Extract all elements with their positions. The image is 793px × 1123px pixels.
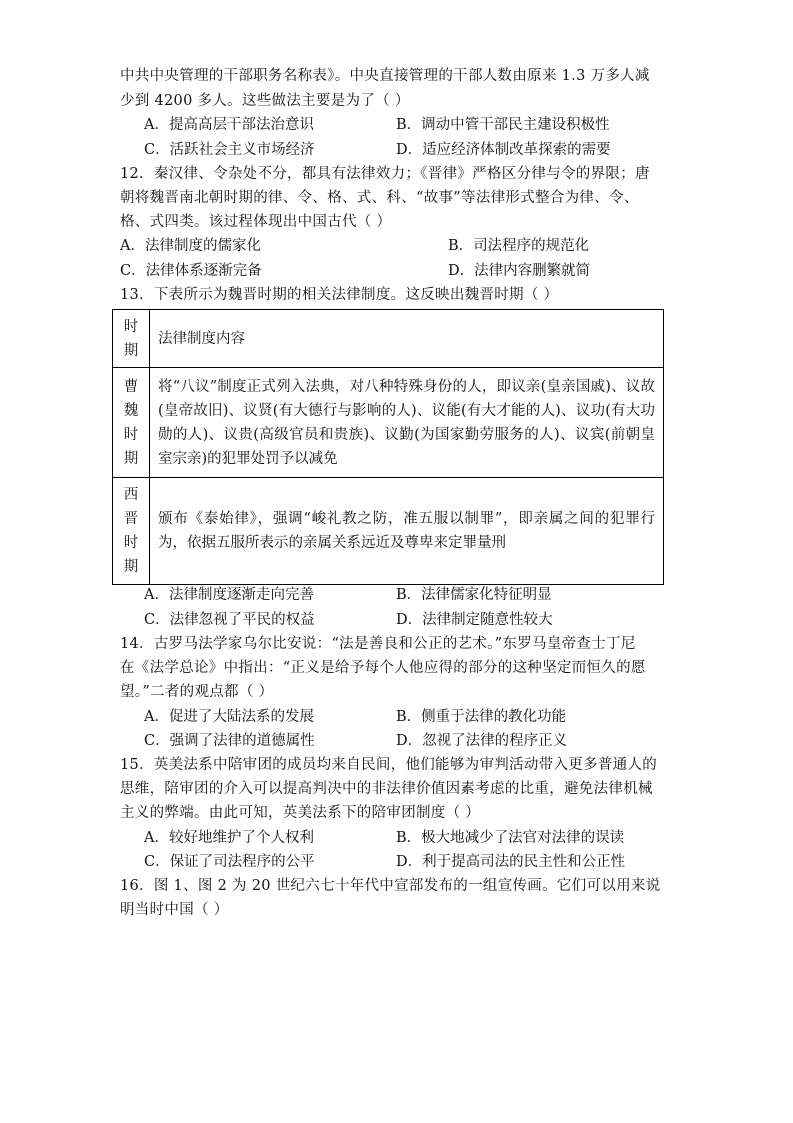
table-row-content: 颁布《泰始律》，强调“峻礼教之防，准五服以制罪”，即亲属之间的犯罪行为，依据五服所表示的亲属关系远近及尊卑来定罪量刑 bbox=[150, 478, 664, 585]
q13-option-d: D．法律制定随意性较大 bbox=[396, 612, 553, 628]
q16-line-1: 16．图 1、图 2 为 20 世纪六七十年代中宣部发布的一组宣传画。它们可以用来说 bbox=[120, 878, 661, 894]
intro-option-d: D．适应经济体制改革探索的需要 bbox=[396, 142, 611, 158]
q13-option-a: A．法律制度逐渐走向完善 bbox=[144, 587, 314, 603]
q13-stem: 13．下表所示为魏晋时期的相关法律制度。这反映出魏晋时期（ ） bbox=[120, 287, 559, 303]
q12-line-1: 12．秦汉律、令杂处不分，都具有法律效力；《晋律》严格区分律与令的界限；唐 bbox=[120, 166, 650, 182]
period-western-jin: 西晋时期 bbox=[123, 487, 139, 575]
period-cao-wei: 曹魏时期 bbox=[123, 378, 139, 467]
q14-line-1: 14．古罗马法学家乌尔比安说：“法是善良和公正的艺术。”东罗马皇帝查士丁尼 bbox=[120, 636, 636, 652]
q14-option-b: B．侧重于法律的教化功能 bbox=[396, 709, 567, 725]
intro-option-b: B．调动中管干部民主建设积极性 bbox=[396, 117, 610, 133]
table-row bbox=[113, 478, 664, 585]
q13-option-b: B．法律儒家化特征明显 bbox=[396, 587, 552, 603]
table-header-row bbox=[113, 310, 664, 368]
q12-option-c: C．法律体系逐渐完备 bbox=[120, 263, 262, 279]
q14-line-2: 在《法学总论》中指出：“正义是给予每个人他应得的部分的这种坚定而恒久的愿 bbox=[120, 660, 646, 676]
q14-option-d: D．忽视了法律的程序正义 bbox=[396, 733, 568, 749]
intro-option-a: A．提高高层干部法治意识 bbox=[144, 117, 314, 133]
header-period-text: 时期 bbox=[123, 318, 139, 359]
table-row bbox=[113, 368, 664, 478]
q15-line-3: 主义的弊端。由此可知，英美法系下的陪审团制度（ ） bbox=[120, 805, 481, 821]
q15-option-a: A．较好地维护了个人权利 bbox=[144, 830, 314, 846]
intro-line-2: 少到 4200 多人。这些做法主要是为了（ ） bbox=[120, 93, 410, 109]
q14-option-c: C．强调了法律的道德属性 bbox=[144, 733, 315, 749]
q15-option-b: B．极大地减少了法官对法律的误读 bbox=[396, 830, 625, 846]
law-system-table bbox=[112, 309, 664, 585]
q16-line-2: 明当时中国（ ） bbox=[120, 902, 229, 918]
q15-line-1: 15．英美法系中陪审团的成员均来自民间，他们能够为审判活动带入更多普通人的 bbox=[120, 757, 658, 773]
q12-option-a: A．法律制度的儒家化 bbox=[120, 238, 261, 254]
table-header-content: 法律制度内容 bbox=[150, 310, 664, 368]
q14-option-a: A．促进了大陆法系的发展 bbox=[144, 709, 314, 725]
q12-option-b: B．司法程序的规范化 bbox=[448, 238, 590, 254]
table-header-period bbox=[113, 310, 150, 368]
intro-option-c: C．活跃社会主义市场经济 bbox=[144, 142, 315, 158]
q15-option-c: C．保证了司法程序的公平 bbox=[144, 854, 315, 870]
intro-line-1: 中共中央管理的干部职务名称表》。中央直接管理的干部人数由原来 1.3 万多人减 bbox=[120, 68, 650, 84]
q12-option-d: D．法律内容删繁就简 bbox=[448, 263, 591, 279]
q14-line-3: 望。”二者的观点都（ ） bbox=[120, 684, 274, 700]
q15-line-2: 思维，陪审团的介入可以提高判决中的非法律价值因素考虑的比重，避免法律机械 bbox=[120, 781, 653, 797]
q12-line-3: 格、式四类。该过程体现出中国古代（ ） bbox=[120, 214, 392, 230]
table-row-period bbox=[113, 478, 150, 585]
q12-line-2: 朝将魏晋南北朝时期的律、令、格、式、科、“故事”等法律形式整合为律、令、 bbox=[120, 190, 639, 206]
table-row-content: 将“八议”制度正式列入法典，对八种特殊身份的人，即议亲(皇亲国戚)、议故(皇帝故旧)、议贤(有大德行与影响的人)、议能(有大才能的人)、议功(有大功勋的人)、议贵(高级官员和贵族)、议勤(为国家勤劳服务的人)、议宾(前朝皇室宗亲)的犯罪处罚予以减免 bbox=[150, 368, 664, 478]
table-row-period bbox=[113, 368, 150, 478]
q13-option-c: C．法律忽视了平民的权益 bbox=[144, 612, 315, 628]
q15-option-d: D．利于提高司法的民主性和公正性 bbox=[396, 854, 626, 870]
